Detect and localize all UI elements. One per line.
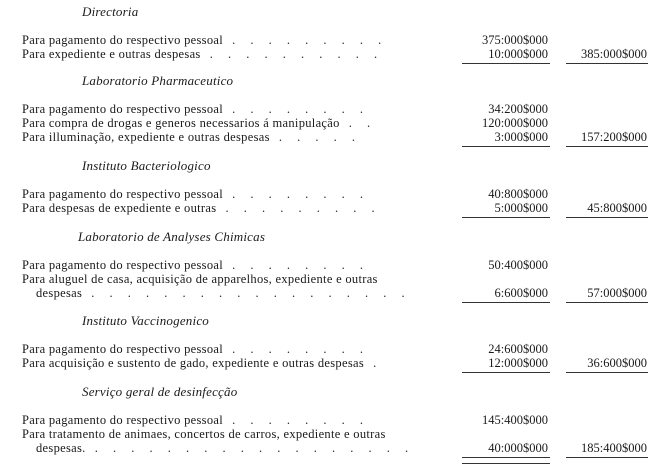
total-rule bbox=[566, 302, 648, 303]
section-heading: Instituto Vaccinogenico bbox=[82, 313, 209, 328]
item-text: Para expediente e outras despesas bbox=[22, 47, 201, 61]
ledger-row bbox=[0, 342, 661, 356]
total-rule bbox=[566, 63, 648, 64]
amount-rule bbox=[462, 372, 550, 373]
item-amount: 10:000$000 bbox=[488, 47, 548, 61]
ledger-row bbox=[0, 47, 661, 61]
amount-rule bbox=[462, 146, 550, 147]
item-amount: 34:200$000 bbox=[488, 102, 548, 116]
total-rule bbox=[566, 146, 648, 147]
section-total: 36:600$000 bbox=[587, 356, 647, 370]
item-amount: 6:600$000 bbox=[494, 286, 548, 300]
leader-dots: . . . . . . . . . bbox=[216, 201, 381, 215]
ledger-row bbox=[0, 130, 661, 144]
item-amount: 5:000$000 bbox=[494, 201, 548, 215]
leader-dots: . . bbox=[339, 116, 377, 130]
section-heading: Laboratorio de Analyses Chimicas bbox=[78, 229, 266, 244]
section-total: 57:000$000 bbox=[587, 286, 647, 300]
section-total: 45:800$000 bbox=[587, 201, 647, 215]
item-description bbox=[22, 342, 369, 357]
item-description bbox=[22, 47, 383, 62]
section-total: 385:000$000 bbox=[581, 47, 647, 61]
section-heading: Laboratorio Pharmaceutico bbox=[82, 73, 234, 88]
item-amount: 40:000$000 bbox=[488, 441, 548, 455]
item-amount: 12:000$000 bbox=[488, 356, 548, 370]
item-amount: 145:400$000 bbox=[482, 413, 548, 427]
leader-dots: . . . . . . . . . bbox=[223, 33, 388, 47]
item-text: Para compra de drogas e generos necessarios á manipulação bbox=[22, 116, 340, 130]
leader-dots: . bbox=[364, 356, 383, 370]
item-description bbox=[22, 116, 376, 131]
ledger-row bbox=[0, 413, 661, 427]
ledger-row bbox=[0, 102, 661, 116]
item-description bbox=[22, 413, 369, 428]
item-description bbox=[22, 33, 387, 48]
ledger-row bbox=[0, 427, 661, 441]
leader-dots: . . . . . bbox=[269, 130, 361, 144]
item-text: despesas. bbox=[36, 441, 86, 455]
ledger-row bbox=[0, 187, 661, 201]
item-amount: 50:400$000 bbox=[488, 258, 548, 272]
leader-dots: . . . . . . . . bbox=[223, 258, 370, 272]
leader-dots: . . . . . . . . . . bbox=[200, 47, 384, 61]
item-description bbox=[22, 356, 382, 371]
section-heading: Instituto Bacteriologico bbox=[82, 158, 211, 173]
item-description bbox=[22, 201, 381, 216]
total-rule bbox=[566, 217, 648, 218]
item-description bbox=[36, 286, 411, 301]
item-description bbox=[22, 272, 378, 287]
ledger-row bbox=[0, 356, 661, 370]
item-description bbox=[22, 258, 369, 273]
item-text: Para pagamento do respectivo pessoal bbox=[22, 102, 224, 116]
item-text: Para pagamento do respectivo pessoal bbox=[22, 258, 224, 272]
item-text: Para illuminação, expediente e outras despesas bbox=[22, 130, 270, 144]
leader-dots: . . . . . . . . bbox=[223, 187, 370, 201]
leader-dots: . . . . . . . . bbox=[223, 342, 370, 356]
total-rule bbox=[566, 457, 648, 458]
item-amount: 3:000$000 bbox=[494, 130, 548, 144]
leader-dots: . . . . . . . . . . . . . . . . . . bbox=[82, 286, 411, 300]
item-description bbox=[22, 187, 369, 202]
item-amount: 24:600$000 bbox=[488, 342, 548, 356]
section-heading: Serviço geral de desinfecção bbox=[82, 384, 238, 399]
amount-rule bbox=[462, 302, 550, 303]
item-text: Para tratamento de animaes, concertos de carros, expediente e outras bbox=[22, 427, 386, 441]
amount-rule bbox=[462, 457, 550, 458]
ledger-row bbox=[0, 286, 661, 300]
item-description bbox=[36, 441, 414, 456]
item-description bbox=[22, 102, 369, 117]
ledger-row bbox=[0, 272, 661, 286]
item-text: Para aluguel de casa, acquisição de apparelhos, expediente e outras bbox=[22, 272, 378, 286]
leader-dots: . . . . . . . . . . . . . . . . . . bbox=[85, 441, 415, 455]
section-heading: Directoria bbox=[82, 4, 139, 19]
item-amount: 375:000$000 bbox=[482, 33, 548, 47]
item-description bbox=[22, 427, 386, 442]
ledger-row bbox=[0, 201, 661, 215]
item-description bbox=[22, 130, 361, 145]
section-total: 185:400$000 bbox=[581, 441, 647, 455]
item-text: Para acquisição e sustento de gado, expediente e outras despesas bbox=[22, 356, 365, 370]
section-total: 157:200$000 bbox=[581, 130, 647, 144]
ledger-row bbox=[0, 116, 661, 130]
item-text: Para pagamento do respectivo pessoal bbox=[22, 187, 224, 201]
ledger-row bbox=[0, 441, 661, 455]
item-text: despesas bbox=[36, 286, 83, 300]
leader-dots: . . . . . . . . bbox=[223, 102, 370, 116]
total-rule bbox=[566, 372, 648, 373]
item-amount: 120:000$000 bbox=[482, 116, 548, 130]
amount-rule bbox=[462, 63, 550, 64]
item-text: Para pagamento do respectivo pessoal bbox=[22, 33, 224, 47]
item-text: Para despesas de expediente e outras bbox=[22, 201, 217, 215]
item-text: Para pagamento do respectivo pessoal bbox=[22, 413, 224, 427]
item-amount: 40:800$000 bbox=[488, 187, 548, 201]
amount-rule bbox=[462, 217, 550, 218]
item-text: Para pagamento do respectivo pessoal bbox=[22, 342, 224, 356]
final-rule bbox=[462, 463, 550, 464]
ledger-row bbox=[0, 258, 661, 272]
ledger-row bbox=[0, 33, 661, 47]
leader-dots: . . . . . . . . bbox=[223, 413, 370, 427]
